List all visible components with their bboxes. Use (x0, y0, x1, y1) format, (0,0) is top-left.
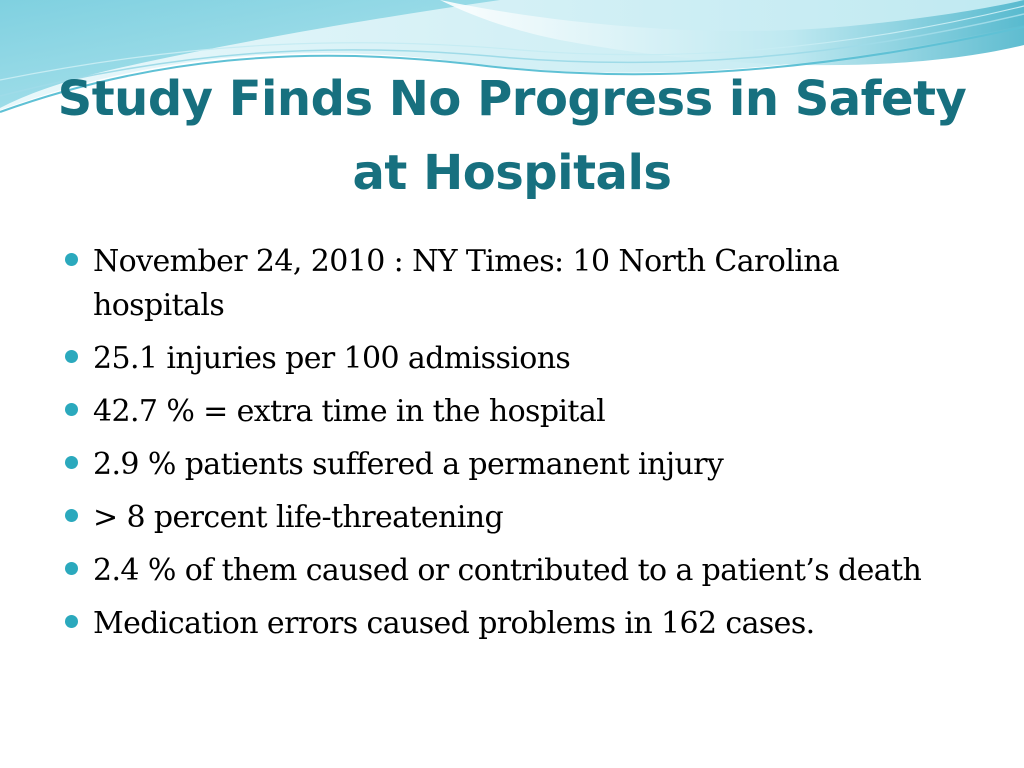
bullet-dot-icon (65, 403, 78, 416)
bullet-dot-icon (65, 456, 78, 469)
bullet-text: > 8 percent life-threatening (93, 500, 504, 535)
bullet-dot-icon (65, 509, 78, 522)
bullet-dot-icon (65, 562, 78, 575)
bullet-item (60, 337, 940, 381)
bullet-text: 2.4 % of them caused or contributed to a patient’s death (93, 553, 922, 588)
bullet-text: Medication errors caused problems in 162 cases. (93, 606, 815, 641)
bullet-list (60, 240, 940, 655)
bullet-text: 25.1 injuries per 100 admissions (93, 341, 571, 376)
bullet-text: 2.9 % patients suffered a permanent injury (93, 447, 724, 482)
bullet-dot-icon (65, 615, 78, 628)
slide-title: Study Finds No Progress in Safety at Hospitals (57, 71, 967, 201)
bullet-item (60, 602, 940, 646)
bullet-item (60, 240, 940, 328)
bullet-dot-icon (65, 350, 78, 363)
bullet-text: 42.7 % = extra time in the hospital (93, 394, 606, 429)
bullet-dot-icon (65, 253, 78, 266)
bullet-item (60, 496, 940, 540)
bullet-item (60, 549, 940, 593)
bullet-item (60, 390, 940, 434)
bullet-item (60, 443, 940, 487)
bullet-text: November 24, 2010 : NY Times: 10 North Carolina hospitals (93, 244, 840, 323)
